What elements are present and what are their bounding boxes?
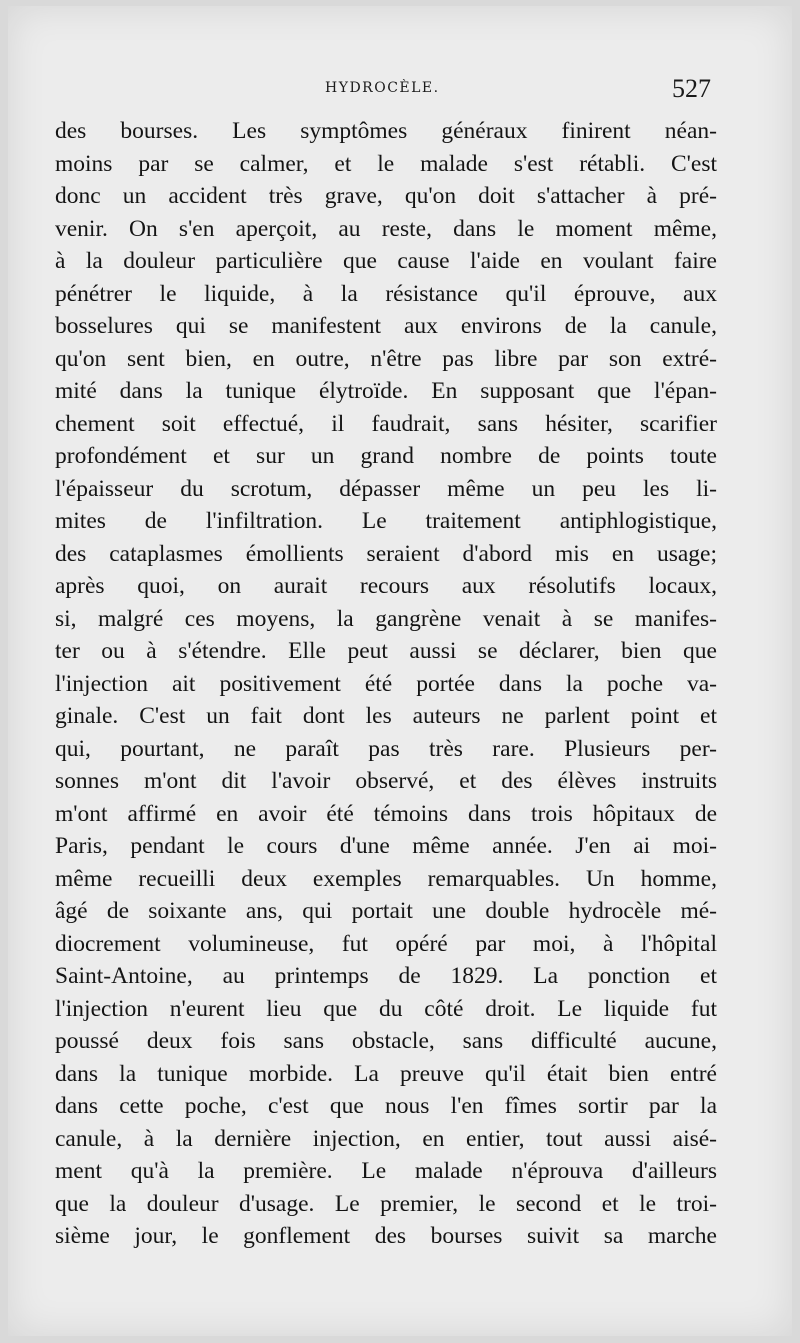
running-title: HYDROCÈLE. [325, 80, 440, 96]
text-line: venir. On s'en aperçoit, au reste, dans le moment même, [55, 215, 717, 242]
page-number: 527 [672, 74, 711, 103]
text-line: ment qu'à la première. Le malade n'éprouva d'ailleurs [55, 1158, 717, 1184]
text-line: ginale. C'est un fait dont les auteurs ne parlent point et [55, 703, 717, 729]
text-line: moins par se calmer, et le malade s'est rétabli. C'est [55, 150, 717, 177]
text-line: dans la tunique morbide. La preuve qu'il était bien entré [55, 1060, 717, 1087]
text-line: qui, pourtant, ne paraît pas très rare. Plusieurs per- [55, 735, 717, 762]
text-line: ter ou à s'étendre. Elle peut aussi se déclarer, bien que [55, 638, 717, 664]
text-line: donc un accident très grave, qu'on doit s'attacher à pré- [55, 183, 717, 209]
text-line: m'ont affirmé en avoir été témoins dans trois hôpitaux de [55, 800, 717, 827]
text-line: Saint-Antoine, au printemps de 1829. La ponction et [55, 963, 717, 989]
text-line: sième jour, le gonflement des bourses suivit sa marche [55, 1223, 717, 1249]
text-line: que la douleur d'usage. Le premier, le second et le troi- [55, 1190, 717, 1217]
text-line: l'injection n'eurent lieu que du côté droit. Le liquide fut [55, 995, 717, 1022]
text-line: l'épaisseur du scrotum, dépasser même un peu les li- [55, 475, 717, 502]
text-line: canule, à la dernière injection, en entier, tout aussi aisé- [55, 1125, 717, 1152]
text-line: à la douleur particulière que cause l'aide en voulant faire [55, 248, 717, 274]
text-line: après quoi, on aurait recours aux résolutifs locaux, [55, 573, 717, 599]
text-line: diocrement volumineuse, fut opéré par moi, à l'hôpital [55, 930, 717, 957]
text-line: des bourses. Les symptômes généraux finirent néan- [55, 118, 717, 144]
text-line: âgé de soixante ans, qui portait une double hydrocèle mé- [55, 898, 717, 924]
text-line: pénétrer le liquide, à la résistance qu'il éprouve, aux [55, 280, 717, 307]
body-text [55, 115, 717, 1253]
text-line: si, malgré ces moyens, la gangrène venait à se manifes- [55, 605, 717, 632]
text-line: sonnes m'ont dit l'avoir observé, et des élèves instruits [55, 768, 717, 794]
text-line: chement soit effectué, il faudrait, sans hésiter, scarifier [55, 410, 717, 437]
text-line: profondément et sur un grand nombre de points toute [55, 443, 717, 469]
text-line: même recueilli deux exemples remarquables. Un homme, [55, 865, 717, 892]
text-line: mites de l'infiltration. Le traitement antiphlogistique, [55, 508, 717, 534]
text-line: Paris, pendant le cours d'une même année. J'en ai moi- [55, 833, 717, 859]
text-line: des cataplasmes émollients seraient d'abord mis en usage; [55, 540, 717, 567]
text-line: l'injection ait positivement été portée dans la poche va- [55, 670, 717, 697]
text-line: mité dans la tunique élytroïde. En supposant que l'épan- [55, 378, 717, 404]
text-line: poussé deux fois sans obstacle, sans difficulté aucune, [55, 1028, 717, 1054]
page-header [0, 72, 800, 112]
text-line: qu'on sent bien, en outre, n'être pas libre par son extré- [55, 345, 717, 372]
text-line: bosselures qui se manifestent aux environs de la canule, [55, 313, 717, 339]
text-line: dans cette poche, c'est que nous l'en fîmes sortir par la [55, 1093, 717, 1119]
